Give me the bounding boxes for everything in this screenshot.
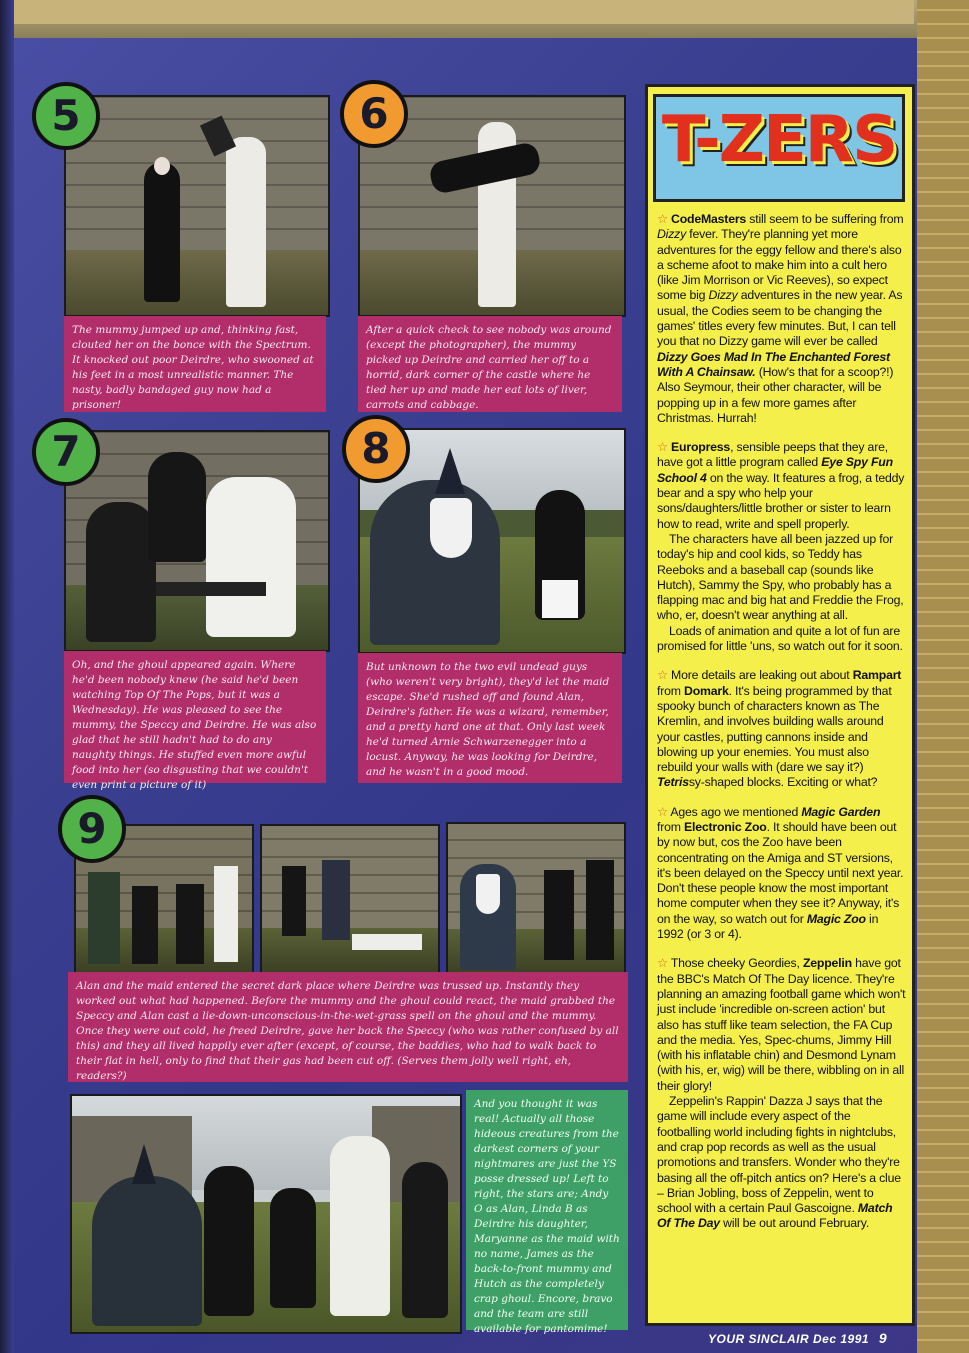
photo-group-cast [70, 1094, 462, 1334]
news-item-europress: ☆ Europress, sensible peeps that they are, have got a little program called Eye Spy Fun School 4 on the way. It features a frog, a teddy bear and a spy who help your sons/daughters/little brother or sister to learn how to read, write and spell properly. [657, 440, 905, 531]
star-icon: ☆ [657, 804, 668, 819]
star-icon: ☆ [657, 956, 668, 971]
news-item-europress-para3: Loads of animation and quite a lot of fun are promised for little 'uns, so watch out for it soon. [657, 623, 903, 654]
top-edge [0, 0, 969, 38]
news-item-magic-garden: ☆ Ages ago we mentioned Magic Garden from Electronic Zoo. It should have been out by now but, cos the Zoo have been concentrating on the Amiga and ST versions, it's been delayed on the Speccy until next year. Don't these people know the most important home computer when they see it? Anyway, it's on the way, so watch out for Magic Zoo in 1992 (or 3 or 4). [657, 804, 904, 942]
photo-panel-5 [64, 95, 330, 317]
page-footer [708, 1330, 938, 1350]
magazine-name: YOUR SINCLAIR [708, 1332, 810, 1346]
caption-panel-9: Alan and the maid entered the secret dark place where Deirdre was trussed up. Instantly they worked out what had happened. Before the mummy and the ghoul could react, the maid grabbed the Speccy and Alan cast a lie-down-unconscious-in-the-wet-grass spell on the ghoul and the mummy. Once they were out cold, he freed Deirdre, gave her back the Speccy (who was rather confused by all this) and they all lived happily ever after (except, of course, the baddies, who had to walk back to their flat in hell, only to find that their gas had been cut off. (Serves them jolly well right, eh, readers?) [68, 972, 628, 1082]
photo-panel-7 [64, 430, 330, 652]
news-item-codemasters: ☆ CodeMasters still seem to be suffering from Dizzy fever. They're planning yet more adventures for the eggy fellow and there's also a scheme afoot to make him into a cult hero (like Jim Morrison or Vic Reeves), so expect some big Dizzy adventures in the new year. As usual, the Codies seem to be changing the games' titles every few minutes. But, I can tell you that no Dizzy game will ever be called Dizzy Goes Mad In The Enchanted Forest With A Chainsaw. (How's that for a scoop?!) Also Seymour, their other character, will be popping up in a few more games after Christmas. Hurrah! [657, 212, 904, 425]
caption-panel-8: But unknown to the two evil undead guys (who weren't very bright), they'd let the maid escape. She'd rushed off and found Alan, Deirdre's father. He was a wizard, remember, and a pretty hard one at that. Only last week he'd turned Arnie Schwarzenegger into a locust. Anyway, he was looking for Deirdre, and he wasn't in a good mood. [358, 653, 622, 783]
caption-panel-6: After a quick check to see nobody was around (except the photographer), the mummy picked up Deirdre and carried her off to a horrid, dark corner of the castle where he tied her up and made her eat lots of liver, carrots and cabbage. [358, 316, 622, 412]
right-border-frame [917, 0, 969, 1353]
panel-number-5: 5 [32, 82, 100, 150]
photo-panel-9b [260, 824, 440, 974]
panel-number-7: 7 [32, 418, 100, 486]
caption-panel-7: Oh, and the ghoul appeared again. Where he'd been nobody knew (he said he'd been watching Top Of The Pops, but it was a Wednesday). He was pleased to see the mummy, the Speccy and Deirdre. He was also glad that he still hadn't had to do any naughty things. He stuffed even more awful food into her (so disgusting that we couldn't even print a picture of it) [64, 651, 326, 783]
tzers-logo [653, 94, 905, 202]
panel-number-6: 6 [340, 80, 408, 148]
star-icon: ☆ [657, 668, 668, 683]
star-icon: ☆ [657, 440, 668, 455]
photo-panel-9c [446, 822, 626, 976]
news-item-zeppelin: ☆ Those cheeky Geordies, Zeppelin have got the BBC's Match Of The Day licence. They're planning an amazing football game which won't just include 'incredible on-screen action' but also has stuff like team selection, the FA Cup and the media. Yes, Spec-chums, Jimmy Hill (with his inflatable chin) and Desmond Lynam (with his, er, wig) will be there, wibbling on in all their glory! [657, 956, 906, 1093]
tzers-logo-text: T-ZERS [661, 103, 897, 177]
news-item-zeppelin-para2: Zeppelin's Rappin' Dazza J says that the game will include every aspect of the footballing world including fights in nightclubs, and crap pop records as well as the usual promotions and transfers. Wonder who they're basing all the off-pitch antics on? Here's a clue – Brian Jobling, boss of Zeppelin, went to school with a certain Paul Gascoigne. Match Of The Day will be out around February. [657, 1094, 901, 1231]
news-item-rampart: ☆ More details are leaking out about Rampart from Domark. It's being programmed by that spooky bunch of characters known as The Kremlin, and involves building walls around your castles, putting cannons inside and blowing up your enemies. You must also rebuild your walls with (dare we say it?) Tetrissy-shaped blocks. Exciting or what? [657, 668, 902, 790]
caption-cast-reveal: And you thought it was real! Actually all those hideous creatures from the darkest corners of your nightmares are just the YS posse dressed up! Left to right, the stars are; Andy O as Alan, Linda B as Deirdre his daughter, Maryanne as the maid with no name, James as the back-to-front mummy and Hutch as the completely crap ghoul. Encore, bravo and the team are still available for pantomime! [466, 1090, 628, 1330]
panel-number-8: 8 [342, 415, 410, 483]
news-item-europress-para2: The characters have all been jazzed up for today's hip and cool kids, so Teddy has Reeboks and a baseball cap (sounds like Hutch), Sammy the Spy, who probably has a flapping mac and big hat and Freddie the Frog, who, er, doesn't wear anything at all. [657, 531, 904, 623]
star-icon: ☆ [657, 212, 668, 226]
tzers-column [657, 212, 907, 1246]
caption-panel-5: The mummy jumped up and, thinking fast, clouted her on the bonce with the Spectrum. It knocked out poor Deirdre, who swooned at his feet in a most unrealistic manner. The nasty, badly bandaged guy now had a prisoner! [64, 316, 326, 412]
page-spine [0, 0, 14, 1353]
issue-date: Dec 1991 [813, 1332, 870, 1346]
page-number: 9 [878, 1330, 888, 1346]
panel-number-9: 9 [58, 795, 126, 863]
